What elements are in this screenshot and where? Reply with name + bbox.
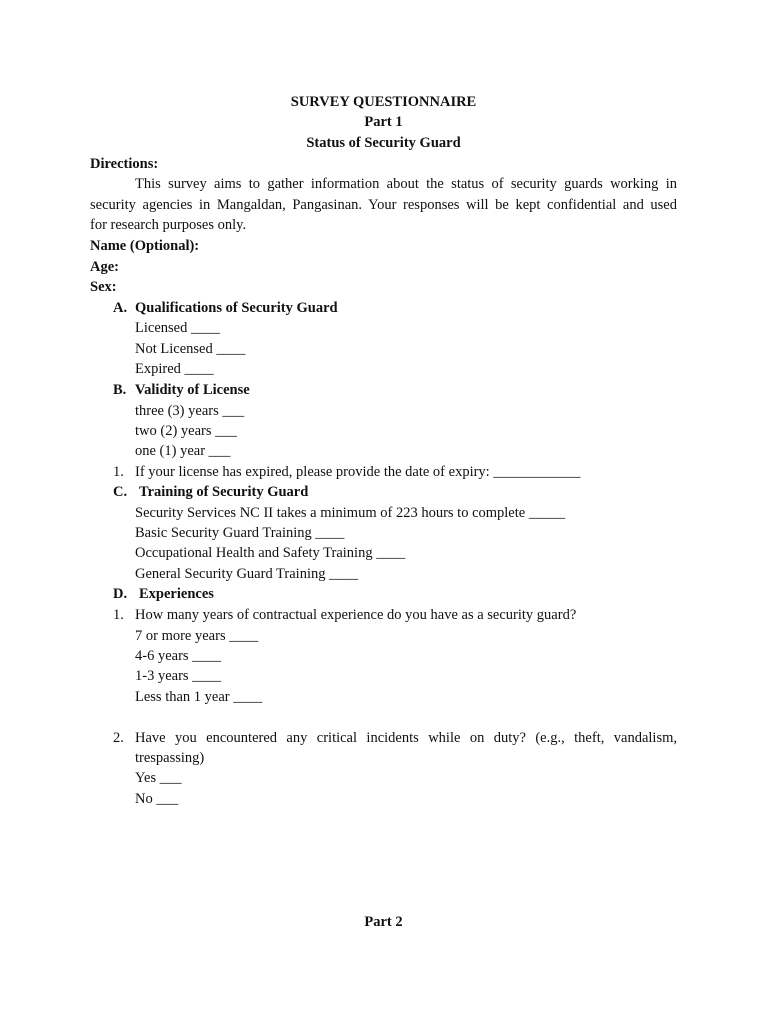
option-4-6-years: 4-6 years ____ xyxy=(135,648,222,664)
option-licensed: Licensed ____ xyxy=(135,320,220,336)
option-7-plus-years: 7 or more years ____ xyxy=(135,628,259,644)
section-c-marker: C. xyxy=(113,484,128,500)
option-nc-ii: Security Services NC II takes a minimum of 223 hours to complete _____ xyxy=(135,505,566,521)
section-b-title: Validity of License xyxy=(135,382,250,398)
part-1-heading: Part 1 xyxy=(364,114,403,130)
option-ohs-training: Occupational Health and Safety Training ____ xyxy=(135,545,406,561)
option-yes: Yes ___ xyxy=(135,770,182,786)
question-critical-incidents-line-2: trespassing) xyxy=(135,750,205,766)
directions-label: Directions: xyxy=(90,156,159,172)
section-d-title: Experiences xyxy=(139,586,214,602)
option-three-years: three (3) years ___ xyxy=(135,403,245,419)
question-b1-marker: 1. xyxy=(113,464,124,480)
part-1-subtitle: Status of Security Guard xyxy=(306,135,461,151)
question-years-experience: How many years of contractual experience do you have as a security guard? xyxy=(135,607,577,623)
section-b-marker: B. xyxy=(113,382,127,398)
section-a-title: Qualifications of Security Guard xyxy=(135,300,338,316)
age-field-label: Age: xyxy=(90,259,119,275)
directions-line-3: for research purposes only. xyxy=(90,217,247,233)
directions-line-1: This survey aims to gather information about the status of security guards working in xyxy=(135,176,677,192)
option-less-than-1-year: Less than 1 year ____ xyxy=(135,689,263,705)
option-no: No ___ xyxy=(135,791,179,807)
section-a-marker: A. xyxy=(113,300,128,316)
question-expiry-date: If your license has expired, please provide the date of expiry: ____________ xyxy=(135,464,581,480)
option-1-3-years: 1-3 years ____ xyxy=(135,668,222,684)
sex-field-label: Sex: xyxy=(90,279,117,295)
name-field-label: Name (Optional): xyxy=(90,238,200,254)
question-d1-marker: 1. xyxy=(113,607,124,623)
section-c-title: Training of Security Guard xyxy=(139,484,309,500)
option-expired: Expired ____ xyxy=(135,361,214,377)
option-one-year: one (1) year ___ xyxy=(135,443,231,459)
option-two-years: two (2) years ___ xyxy=(135,423,237,439)
directions-line-2: security agencies in Mangaldan, Pangasinan. Your responses will be kept confidential and used xyxy=(90,197,677,213)
option-basic-training: Basic Security Guard Training ____ xyxy=(135,525,345,541)
question-critical-incidents-line-1: Have you encountered any critical incidents while on duty? (e.g., theft, vandalism, xyxy=(135,730,677,746)
section-d-marker: D. xyxy=(113,586,128,602)
document-title: SURVEY QUESTIONNAIRE xyxy=(290,94,477,110)
option-not-licensed: Not Licensed ____ xyxy=(135,341,246,357)
question-d2-marker: 2. xyxy=(113,730,124,746)
option-general-training: General Security Guard Training ____ xyxy=(135,566,359,582)
part-2-heading: Part 2 xyxy=(364,914,403,930)
